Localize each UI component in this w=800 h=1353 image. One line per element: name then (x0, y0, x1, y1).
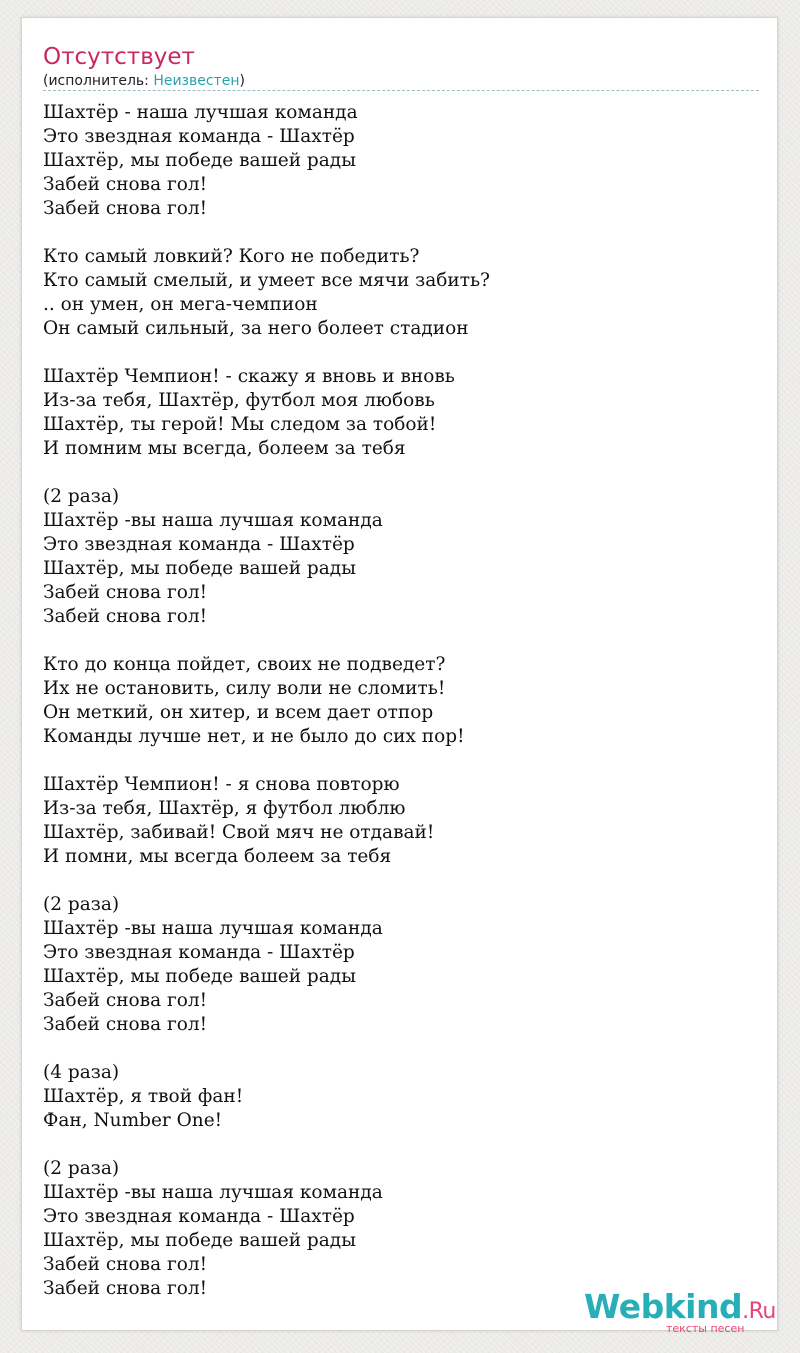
lyric-line: Шахтёр, мы победе вашей рады (43, 966, 356, 987)
artist-link[interactable]: Неизвестен (153, 73, 240, 89)
lyric-line: Забей снова гол! (43, 198, 208, 219)
webkind-logo[interactable] (584, 1288, 774, 1334)
lyric-line: Шахтёр, ты герой! Мы следом за тобой! (43, 414, 437, 435)
lyrics-card (21, 17, 778, 1335)
lyric-blank-line (43, 341, 759, 365)
lyric-line: (4 раза) (43, 1062, 120, 1083)
artist-suffix: ) (239, 73, 245, 89)
lyric-line: Это звездная команда - Шахтёр (43, 534, 355, 555)
lyric-line: (2 раза) (43, 894, 120, 915)
logo-tagline: тексты песен (666, 1322, 745, 1335)
lyric-line: Из-за тебя, Шахтёр, футбол моя любовь (43, 390, 435, 411)
lyric-line: Забей снова гол! (43, 1254, 208, 1275)
lyric-line: Фан, Number One! (43, 1110, 223, 1131)
lyric-line: Он меткий, он хитер, и всем дает отпор (43, 702, 434, 723)
lyric-line: Кто самый ловкий? Кого не победить? (43, 246, 420, 267)
lyric-line: Шахтёр, мы победе вашей рады (43, 558, 356, 579)
lyric-line: Их не остановить, силу воли не сломить! (43, 678, 446, 699)
lyric-line: Шахтёр, мы победе вашей рады (43, 1230, 356, 1251)
lyric-line: Это звездная команда - Шахтёр (43, 1206, 355, 1227)
lyric-line: .. он умен, он мега-чемпион (43, 294, 318, 315)
lyric-line: Шахтёр Чемпион! - я снова повторю (43, 774, 400, 795)
lyric-blank-line (43, 461, 759, 485)
lyric-blank-line (43, 749, 759, 773)
lyric-line: Он самый сильный, за него болеет стадион (43, 318, 469, 339)
lyric-blank-line (43, 221, 759, 245)
lyric-line: Шахтёр, мы победе вашей рады (43, 150, 356, 171)
lyric-line: Кто до конца пойдет, своих не подведет? (43, 654, 446, 675)
logo-brand: Webkind (584, 1287, 743, 1326)
lyric-line: Из-за тебя, Шахтёр, я футбол люблю (43, 798, 406, 819)
lyric-blank-line (43, 1133, 759, 1157)
title-divider (43, 90, 759, 91)
lyric-line: Шахтёр -вы наша лучшая команда (43, 510, 383, 531)
lyric-line: (2 раза) (43, 486, 120, 507)
artist-prefix: (исполнитель: (43, 73, 154, 89)
lyric-line: Шахтёр Чемпион! - скажу я вновь и вновь (43, 366, 455, 387)
lyric-line: Шахтёр - наша лучшая команда (43, 102, 358, 123)
lyrics-text (43, 101, 759, 1301)
lyric-line: И помни, мы всегда болеем за тебя (43, 846, 392, 867)
lyric-line: Забей снова гол! (43, 1278, 208, 1299)
song-title: Отсутствует (43, 44, 195, 70)
lyric-line: Забей снова гол! (43, 582, 208, 603)
lyric-line: Забей снова гол! (43, 606, 208, 627)
lyric-blank-line (43, 1037, 759, 1061)
lyric-line: Забей снова гол! (43, 174, 208, 195)
lyric-line: Шахтёр, забивай! Свой мяч не отдавай! (43, 822, 435, 843)
lyric-line: (2 раза) (43, 1158, 120, 1179)
lyric-line: Забей снова гол! (43, 1014, 208, 1035)
lyric-line: Команды лучше нет, и не было до сих пор! (43, 726, 465, 747)
lyric-line: Забей снова гол! (43, 990, 208, 1011)
logo-tld: .Ru (742, 1299, 776, 1324)
lyric-blank-line (43, 869, 759, 893)
lyric-line: Шахтёр -вы наша лучшая команда (43, 1182, 383, 1203)
lyric-line: И помним мы всегда, болеем за тебя (43, 438, 406, 459)
lyric-line: Это звездная команда - Шахтёр (43, 942, 355, 963)
lyric-blank-line (43, 629, 759, 653)
lyric-line: Это звездная команда - Шахтёр (43, 126, 355, 147)
lyric-line: Шахтёр -вы наша лучшая команда (43, 918, 383, 939)
lyric-line: Кто самый смелый, и умеет все мячи забить? (43, 270, 490, 291)
artist-line (43, 71, 245, 91)
lyric-line: Шахтёр, я твой фан! (43, 1086, 244, 1107)
